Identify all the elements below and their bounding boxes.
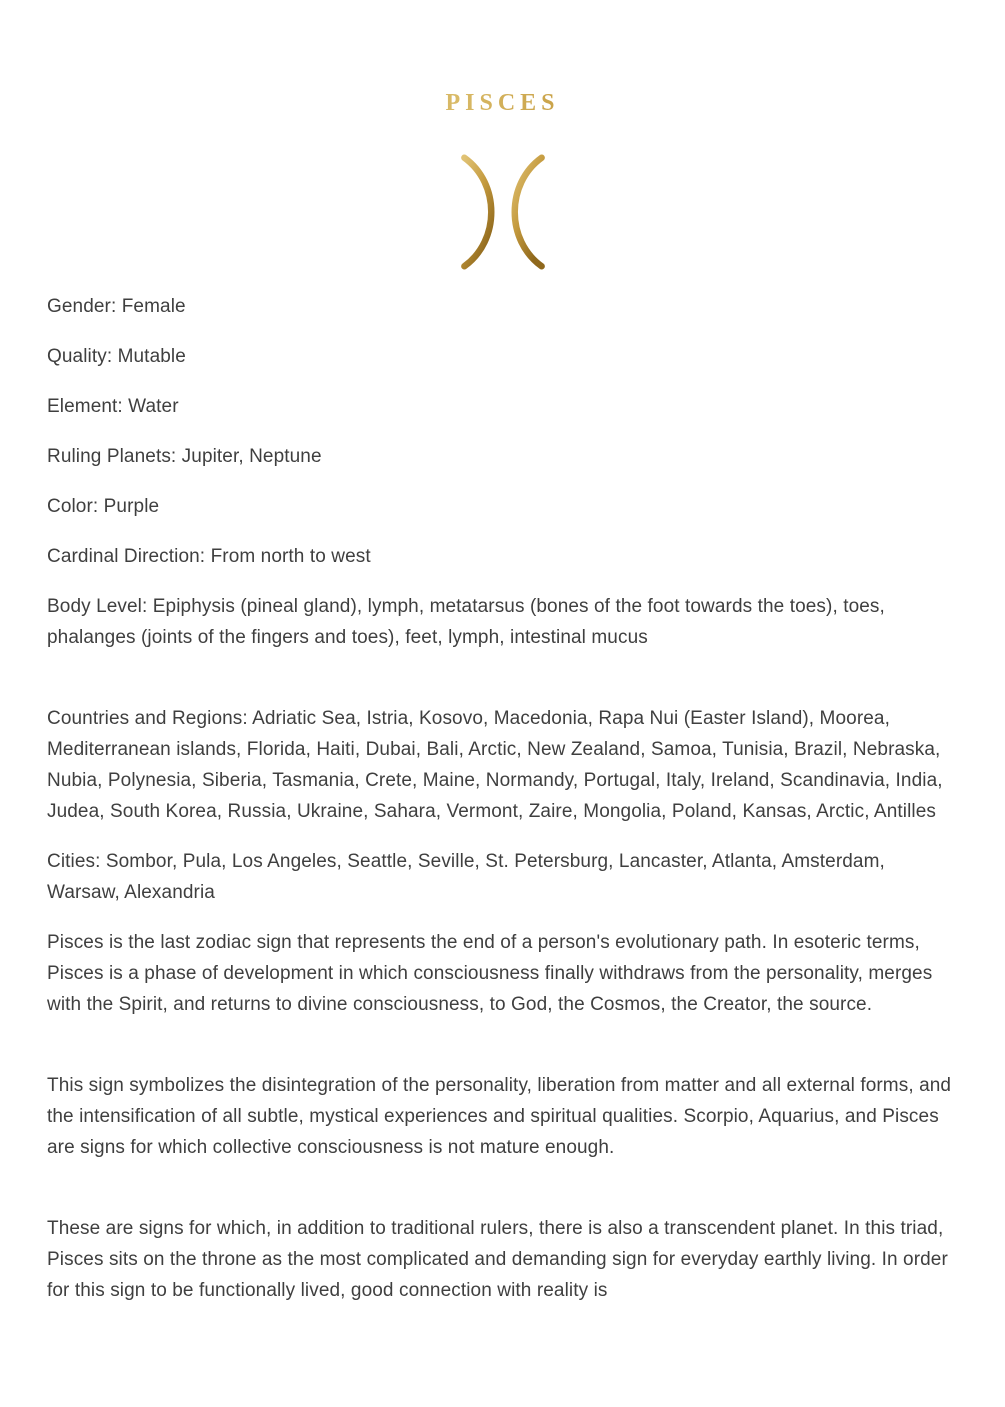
attribute-body-level: Body Level: Epiphysis (pineal gland), lymph, metatarsus (bones of the foot towards the toes), toes, phalanges (joints of the fingers and toes), feet, lymph, intestinal mucus xyxy=(47,596,885,648)
page-title: PISCES xyxy=(47,0,958,118)
paragraph-disintegration: This sign symbolizes the disintegration of the personality, liberation from matter and all external forms, and the intensification of all subtle, mystical experiences and spiritual qualities. Scorpio, Aquarius, and Pisces are signs for which collective consciousness is not mature enough. xyxy=(47,1075,952,1158)
attribute-ruling-planets: Ruling Planets: Jupiter, Neptune xyxy=(47,446,322,467)
attribute-element: Element: Water xyxy=(47,396,179,417)
attribute-color: Color: Purple xyxy=(47,496,160,517)
paragraph-transcendent-planet: These are signs for which, in addition to traditional rulers, there is also a transcendent planet. In this triad, Pisces sits on the throne as the most complicated and demanding sign for everyday earthly living. In order for this sign to be functionally lived, good connection with reality is xyxy=(47,1218,948,1301)
cities: Cities: Sombor, Pula, Los Angeles, Seattle, Seville, St. Petersburg, Lancaster, Atlanta, Amsterdam, Warsaw, Alexandria xyxy=(47,851,885,903)
attribute-quality: Quality: Mutable xyxy=(47,346,186,367)
pisces-glyph xyxy=(457,152,549,272)
countries-and-regions: Countries and Regions: Adriatic Sea, Istria, Kosovo, Macedonia, Rapa Nui (Easter Island), Moorea, Mediterranean islands, Florida, Haiti, Dubai, Bali, Arctic, New Zealand, Samoa, Tunisia, Brazil, Nebraska, Nubia, Polynesia, Siberia, Tasmania, Crete, Maine, Normandy, Portugal, Italy, Ireland, Scandinavia, India, Judea, South Korea, Russia, Ukraine, Sahara, Vermont, Zaire, Mongolia, Poland, Kansas, Arctic, Antilles xyxy=(47,708,943,822)
attribute-gender: Gender: Female xyxy=(47,296,186,317)
attribute-cardinal-direction: Cardinal Direction: From north to west xyxy=(47,546,371,567)
paragraph-evolutionary-path: Pisces is the last zodiac sign that represents the end of a person's evolutionary path. In esoteric terms, Pisces is a phase of development in which consciousness finally withdraws from the personality, merges with the Spirit, and returns to divine consciousness, to God, the Cosmos, the Creator, the source. xyxy=(47,932,933,1015)
pisces-symbol-icon xyxy=(47,152,958,272)
